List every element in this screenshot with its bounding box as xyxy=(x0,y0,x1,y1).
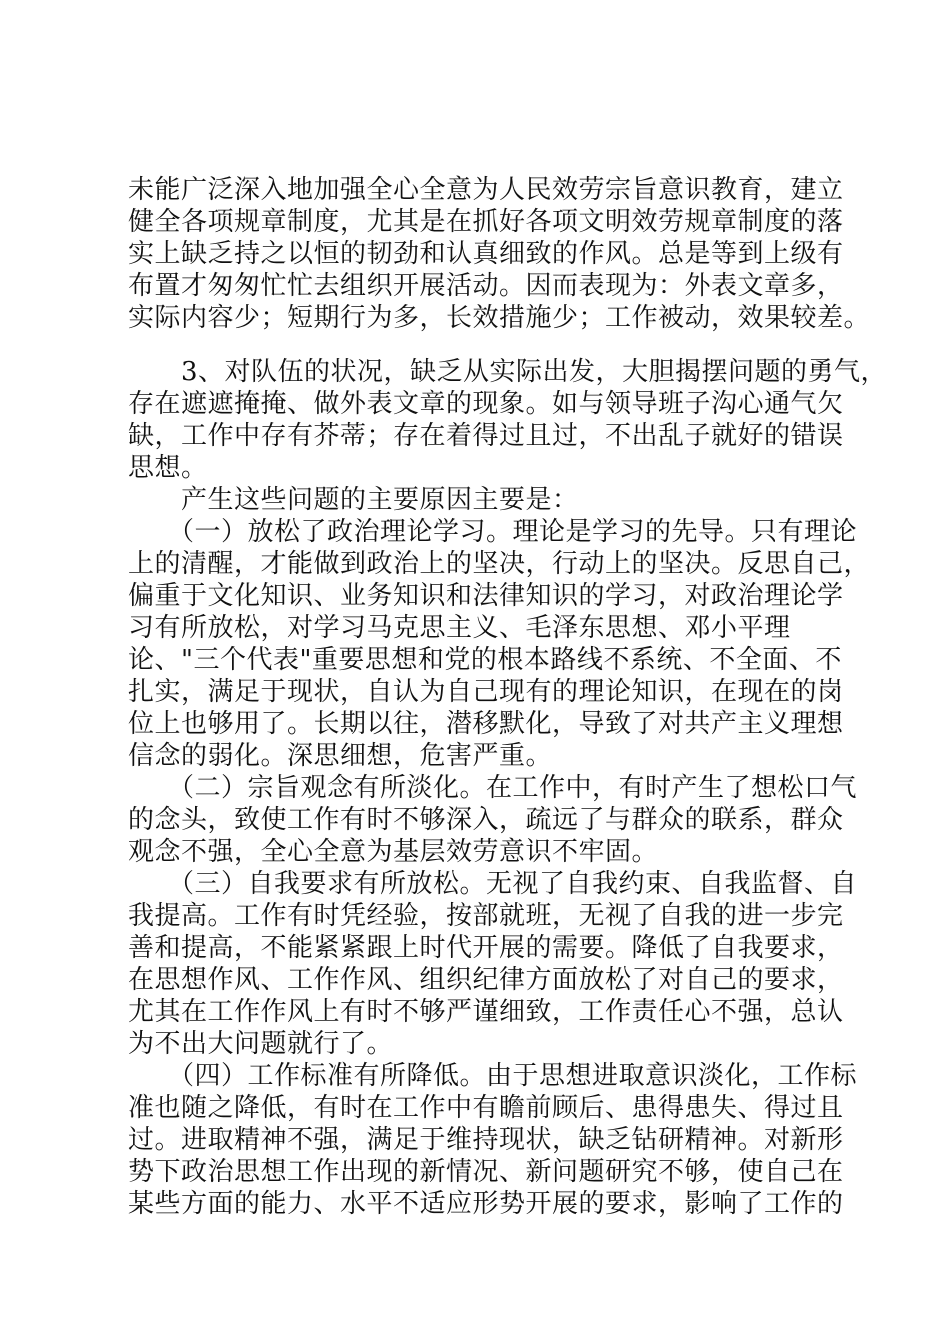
paragraph-2 xyxy=(128,356,888,484)
paragraph-line: 产生这些问题的主要原因主要是： xyxy=(128,485,579,515)
paragraph-line: 的念头，致使工作有时不够深入，疏远了与群众的联系，群众 xyxy=(128,805,844,835)
paragraph-line: 习有所放松，对学习马克思主义、毛泽东思想、邓小平理 xyxy=(128,613,791,643)
paragraph-line: 偏重于文化知识、业务知识和法律知识的学习，对政治理论学 xyxy=(128,581,844,611)
paragraph-4 xyxy=(128,516,871,772)
paragraph-7 xyxy=(128,1060,858,1220)
paragraph-line: 我提高。工作有时凭经验，按部就班，无视了自我的进一步完 xyxy=(128,901,844,931)
paragraph-line: 实际内容少；短期行为多，长效措施少；工作被动，效果较差。 xyxy=(128,303,871,333)
paragraph-line: 尤其在工作作风上有时不够严谨细致，工作责任心不强，总认 xyxy=(128,997,844,1027)
paragraph-line: 信念的弱化。深思细想，危害严重。 xyxy=(128,741,553,771)
paragraph-line: 存在遮遮掩掩、做外表文章的现象。如与领导班子沟心通气欠 xyxy=(128,389,844,419)
paragraph-line: 观念不强，全心全意为基层效劳意识不牢固。 xyxy=(128,837,659,867)
paragraph-line: （二）宗旨观念有所淡化。在工作中，有时产生了想松口气 xyxy=(128,773,858,803)
document-body xyxy=(128,174,888,1220)
paragraph-line: 准也随之降低，有时在工作中有瞻前顾后、患得患失、得过且 xyxy=(128,1093,844,1123)
paragraph-line: 论、"三个代表"重要思想和党的根本路线不系统、不全面、不 xyxy=(128,645,842,675)
paragraph-line: 为不出大问题就行了。 xyxy=(128,1029,394,1059)
paragraph-line: 3、对队伍的状况，缺乏从实际出发，大胆揭摆问题的勇气， xyxy=(128,357,888,387)
paragraph-line: 缺，工作中存有芥蒂；存在着得过且过，不出乱子就好的错误 xyxy=(128,421,844,451)
paragraph-line: 善和提高，不能紧紧跟上时代开展的需要。降低了自我要求， xyxy=(128,933,844,963)
paragraph-5 xyxy=(128,772,858,868)
paragraph-3 xyxy=(128,484,848,516)
paragraph-line: 健全各项规章制度，尤其是在抓好各项文明效劳规章制度的落 xyxy=(128,207,844,237)
paragraph-line: （四）工作标准有所降低。由于思想进取意识淡化，工作标 xyxy=(128,1061,858,1091)
paragraph-1 xyxy=(128,174,871,334)
paragraph-line: 位上也够用了。长期以往，潜移默化，导致了对共产主义理想 xyxy=(128,709,844,739)
paragraph-line: 扎实，满足于现状，自认为自己现有的理论知识，在现在的岗 xyxy=(128,677,844,707)
paragraph-line: 布置才匆匆忙忙去组织开展活动。因而表现为：外表文章多， xyxy=(128,271,844,301)
paragraph-line: 实上缺乏持之以恒的韧劲和认真细致的作风。总是等到上级有 xyxy=(128,239,844,269)
paragraph-line: 未能广泛深入地加强全心全意为人民效劳宗旨意识教育，建立 xyxy=(128,175,844,205)
paragraph-line: 过。进取精神不强，满足于维持现状，缺乏钻研精神。对新形 xyxy=(128,1125,844,1155)
paragraph-line: 在思想作风、工作作风、组织纪律方面放松了对自己的要求， xyxy=(128,965,844,995)
paragraph-line: （一）放松了政治理论学习。理论是学习的先导。只有理论 xyxy=(128,517,858,547)
paragraph-6 xyxy=(128,868,858,1060)
paragraph-spacer xyxy=(128,334,848,356)
paragraph-line: （三）自我要求有所放松。无视了自我约束、自我监督、自 xyxy=(128,869,858,899)
paragraph-line: 某些方面的能力、水平不适应形势开展的要求，影响了工作的 xyxy=(128,1189,844,1219)
paragraph-line: 势下政治思想工作出现的新情况、新问题研究不够，使自己在 xyxy=(128,1157,844,1187)
paragraph-line: 思想。 xyxy=(128,453,208,483)
paragraph-line: 上的清醒，才能做到政治上的坚决，行动上的坚决。反思自己， xyxy=(128,549,871,579)
